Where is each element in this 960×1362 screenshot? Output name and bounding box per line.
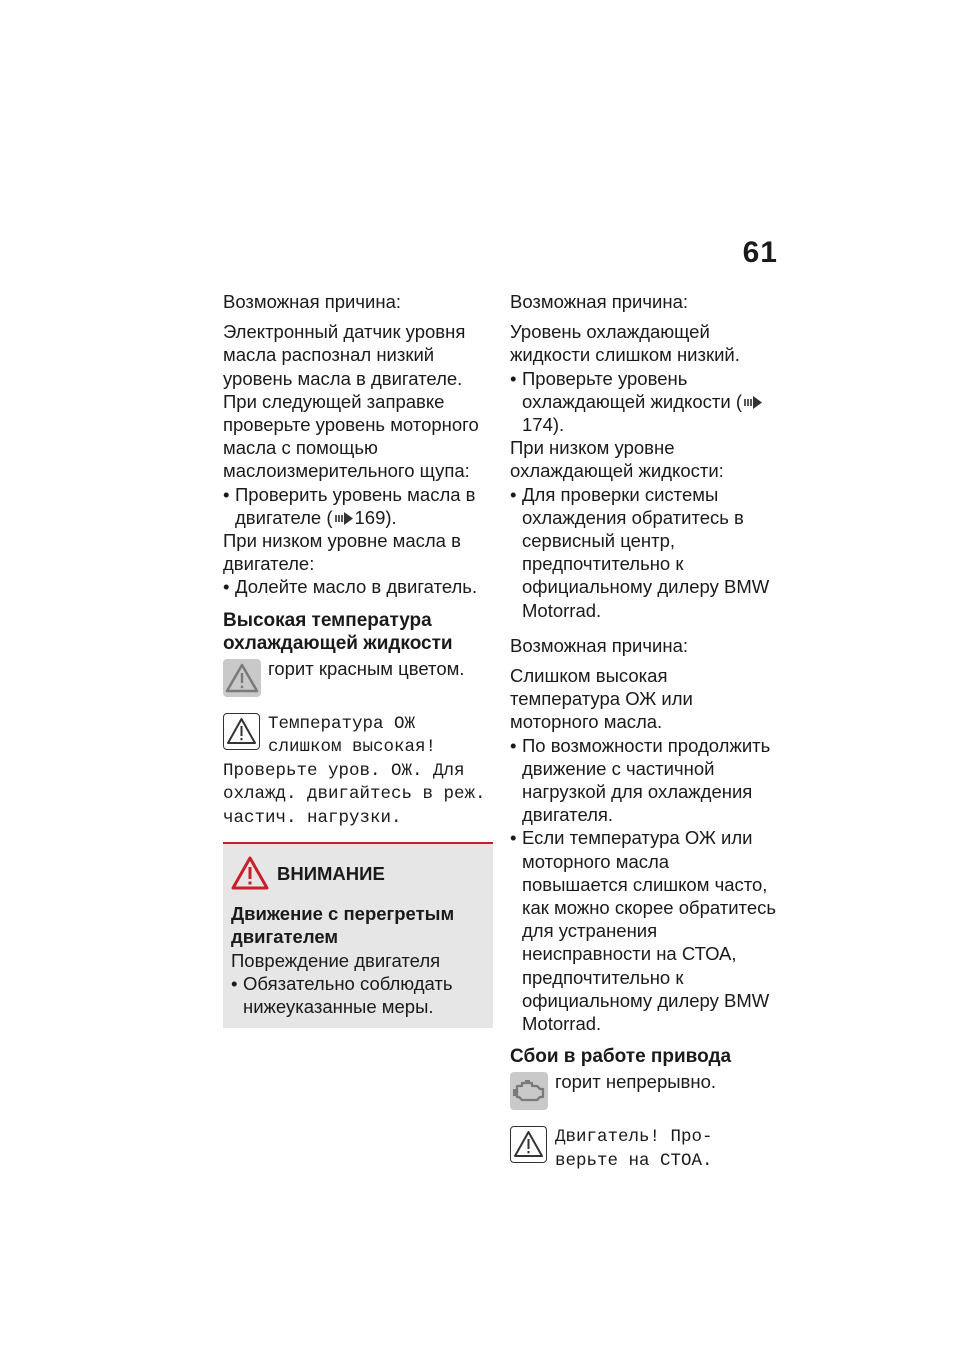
low-coolant-text: При низком уровне охлаждающей жидкости: — [510, 437, 724, 482]
bullet-partial-load: • По возможности продолжить движение с частичной нагрузкой для охлаждения двигателя. — [510, 734, 778, 827]
section-heading: Сбои в работе привода — [510, 1046, 732, 1068]
bullet-check-coolant — [510, 367, 778, 437]
bullet-add-oil: • Долейте масло в двигатель. — [223, 575, 493, 598]
section-heading: Высокая температура охлаждающей жидкости — [223, 609, 453, 654]
display-message — [223, 713, 493, 831]
warning-title: Движение с перегретым двигателем — [231, 903, 455, 948]
reference-page[interactable]: 174). — [522, 414, 565, 436]
cause-text: Электронный датчик уровня масла распознал низкий уровень масла в двигателе. При следующей заправке проверьте уровень моторного масла с помощью маслоизмерительного щупа: — [223, 321, 479, 482]
red-warning-icon — [231, 856, 269, 890]
lamp-text: горит красным цветом. — [268, 657, 465, 679]
bullet-text: Проверить уровень масла в двигателе ( — [235, 483, 476, 528]
cause-label: Возможная причина: — [510, 291, 688, 312]
bullet-check-oil — [223, 483, 493, 529]
warning-bullet: • Обязательно соблюдать нижеуказанные меры. — [231, 972, 485, 1018]
lamp-line — [510, 1070, 778, 1112]
bullet-text: Проверьте уровень охлаждающей жидкости ( — [522, 367, 742, 412]
lamp-text: горит непрерывно. — [555, 1071, 717, 1093]
warning-header — [231, 856, 485, 890]
reference-page[interactable]: 169). — [354, 506, 397, 528]
low-level-text: При низком уровне масла в двигателе: — [223, 530, 461, 575]
cause-text: Уровень охлаждающей жидкости слишком низкий. — [510, 321, 740, 366]
lamp-line — [223, 657, 493, 699]
page-number: 61 — [742, 236, 778, 269]
bullet-dealer: • Если температура ОЖ или моторного масла повышается слишком часто, как можно скорее обратитесь для устранения неисправности на СТОА, предпочтительно к официальному дилеру BMW Motorrad. — [510, 826, 778, 1035]
cause-label: Возможная причина: — [510, 634, 688, 656]
warning-triangle-icon — [510, 1126, 547, 1163]
display-line: верьте на СТОА. — [555, 1150, 713, 1171]
bullet-service: • Для проверки системы охлаждения обратитесь в сервисный центр, предпочтительно к официальному дилеру BMW Motorrad. — [510, 483, 778, 622]
display-message — [510, 1126, 778, 1173]
warning-triangle-icon — [223, 659, 261, 697]
reference-arrow-icon — [335, 512, 353, 525]
warning-label: ВНИМАНИЕ — [277, 862, 385, 884]
right-column — [510, 290, 778, 1173]
engine-check-icon — [510, 1072, 548, 1110]
warning-subtitle: Повреждение двигателя — [231, 949, 441, 971]
display-line: Температура ОЖ — [268, 713, 416, 734]
cause-text: Слишком высокая температура ОЖ или моторного масла. — [510, 665, 693, 733]
cause-label: Возможная причина: — [223, 291, 401, 312]
display-line: Двигатель! Про- — [555, 1127, 713, 1148]
display-line: слишком высокая! — [268, 737, 437, 758]
warning-triangle-icon — [223, 713, 260, 750]
display-line: Проверьте уров. ОЖ. Для охлажд. двигайтесь в реж. частич. нагрузки. — [223, 760, 486, 828]
warning-box — [223, 842, 493, 1028]
reference-arrow-icon — [744, 396, 762, 409]
left-column — [223, 290, 493, 1028]
